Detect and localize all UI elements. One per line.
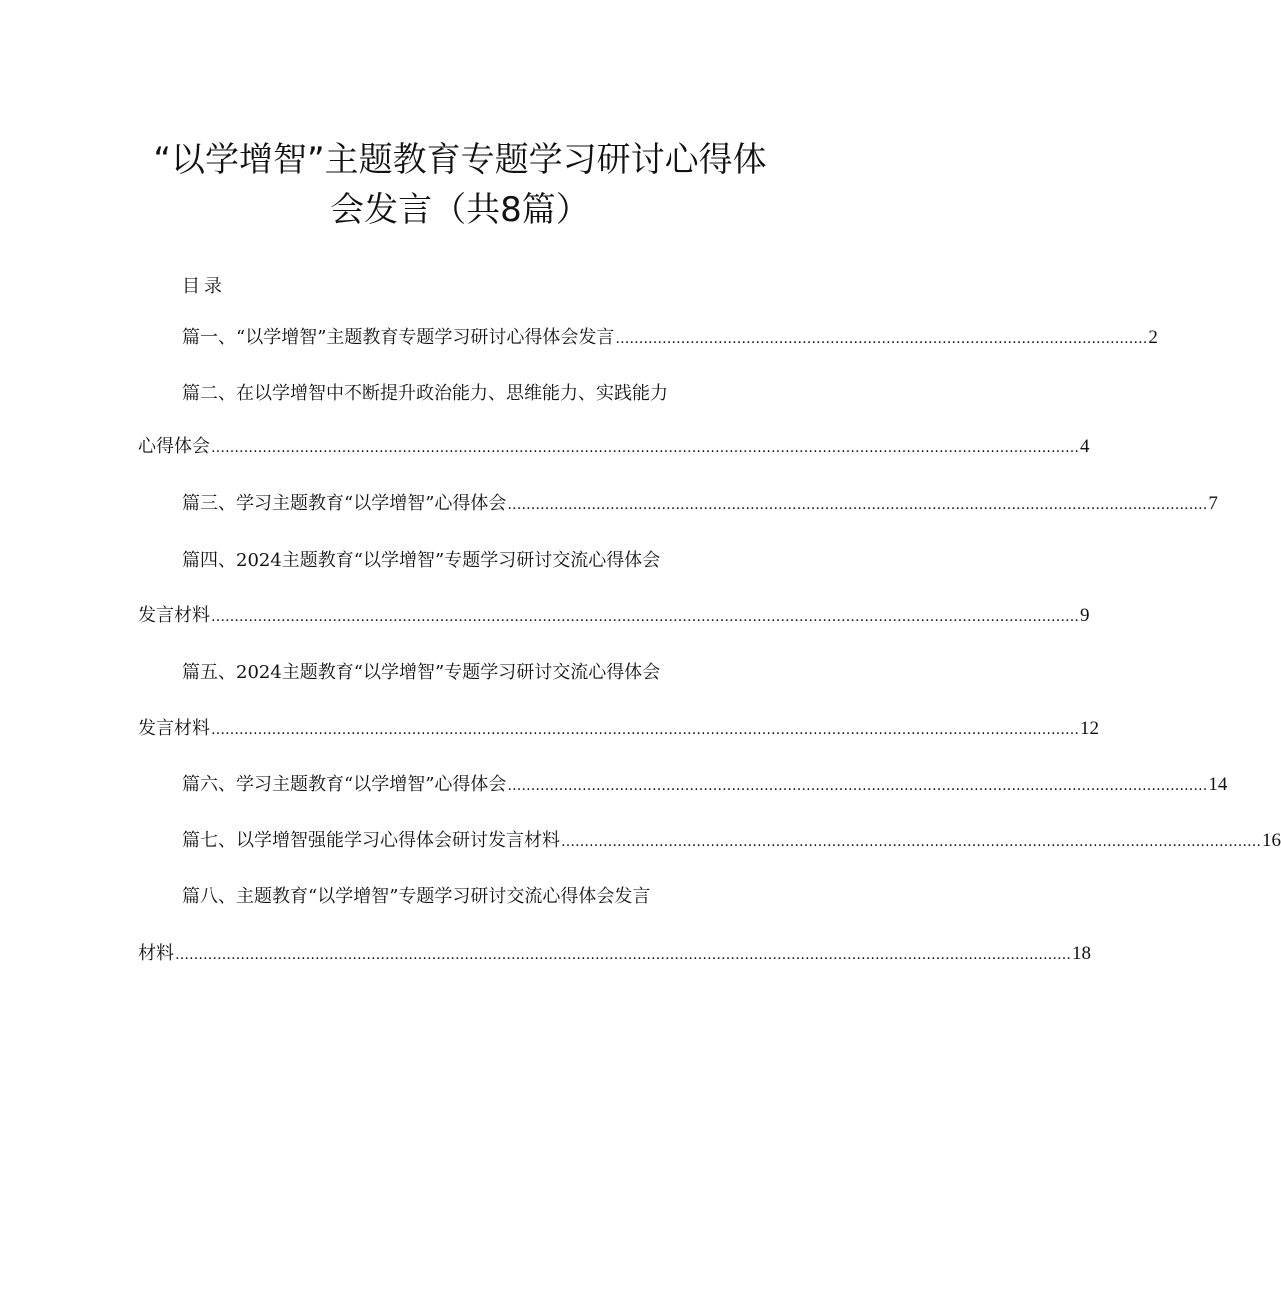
toc-entry-7[interactable] xyxy=(182,828,1281,854)
toc-leader-dots: …………………………………………………………………………………………………………………………………… xyxy=(561,834,1261,850)
toc-leader-dots: …………………………………………………………………………………………………………………………………………………………………… xyxy=(211,609,1079,625)
toc-entry-page: 4 xyxy=(1080,436,1090,457)
toc-entry-title: 篇三、学习主题教育“以学增智”心得体会 xyxy=(182,493,507,514)
toc-entry-8-line-1[interactable]: 篇八、主题教育“以学增智”专题学习研讨交流心得体会发言 xyxy=(182,886,651,907)
toc-entry-page: 18 xyxy=(1072,943,1091,964)
document-title-line-2: 会发言（共8篇） xyxy=(330,190,590,230)
toc-leader-dots: ………………………………………………………………………………………………………………………………………………………………………… xyxy=(175,947,1071,963)
toc-entry-4-line-1[interactable]: 篇四、2024主题教育“以学增智”专题学习研讨交流心得体会 xyxy=(182,550,661,571)
toc-entry-title: 发言材料 xyxy=(138,718,210,739)
toc-entry-title: 篇六、学习主题教育“以学增智”心得体会 xyxy=(182,774,507,795)
toc-leader-dots: …………………………………………………………………………………………………………………………………………………………………… xyxy=(211,722,1079,738)
toc-entry-page: 2 xyxy=(1148,327,1158,348)
toc-entry-1[interactable] xyxy=(182,325,1158,351)
toc-leader-dots: …………………………………………………………………………………………………… xyxy=(615,331,1148,347)
toc-leader-dots: …………………………………………………………………………………………………………………………………………………………………… xyxy=(211,440,1079,456)
toc-entry-title: 篇一、“以学增智”主题教育专题学习研讨心得体会发言 xyxy=(182,327,615,348)
toc-leader-dots: …………………………………………………………………………………………………………………………………… xyxy=(507,497,1208,513)
toc-entry-6[interactable] xyxy=(182,772,1228,798)
toc-entry-page: 7 xyxy=(1208,493,1218,514)
toc-entry-title: 发言材料 xyxy=(138,605,210,626)
toc-entry-5-line-2[interactable] xyxy=(138,716,1099,742)
toc-entry-2-line-1[interactable]: 篇二、在以学增智中不断提升政治能力、思维能力、实践能力 xyxy=(182,383,668,404)
toc-entry-4-line-2[interactable] xyxy=(138,603,1090,629)
toc-entry-title: 篇七、以学增智强能学习心得体会研讨发言材料 xyxy=(182,830,560,851)
document-title-line-1: “以学增智”主题教育专题学习研讨心得体 xyxy=(153,140,767,180)
toc-entry-page: 9 xyxy=(1080,605,1090,626)
toc-entry-title: 心得体会 xyxy=(138,436,210,457)
toc-label: 目录 xyxy=(182,276,226,297)
toc-entry-page: 12 xyxy=(1080,718,1099,739)
toc-leader-dots: …………………………………………………………………………………………………………………………………… xyxy=(507,778,1208,794)
toc-entry-title: 材料 xyxy=(138,943,174,964)
toc-entry-page: 14 xyxy=(1208,774,1228,795)
toc-entry-8-line-2[interactable] xyxy=(138,941,1091,967)
toc-entry-page: 16 xyxy=(1262,830,1281,851)
toc-entry-2-line-2[interactable] xyxy=(138,434,1090,460)
toc-entry-3[interactable] xyxy=(182,491,1218,517)
toc-entry-5-line-1[interactable]: 篇五、2024主题教育“以学增智”专题学习研讨交流心得体会 xyxy=(182,662,661,683)
